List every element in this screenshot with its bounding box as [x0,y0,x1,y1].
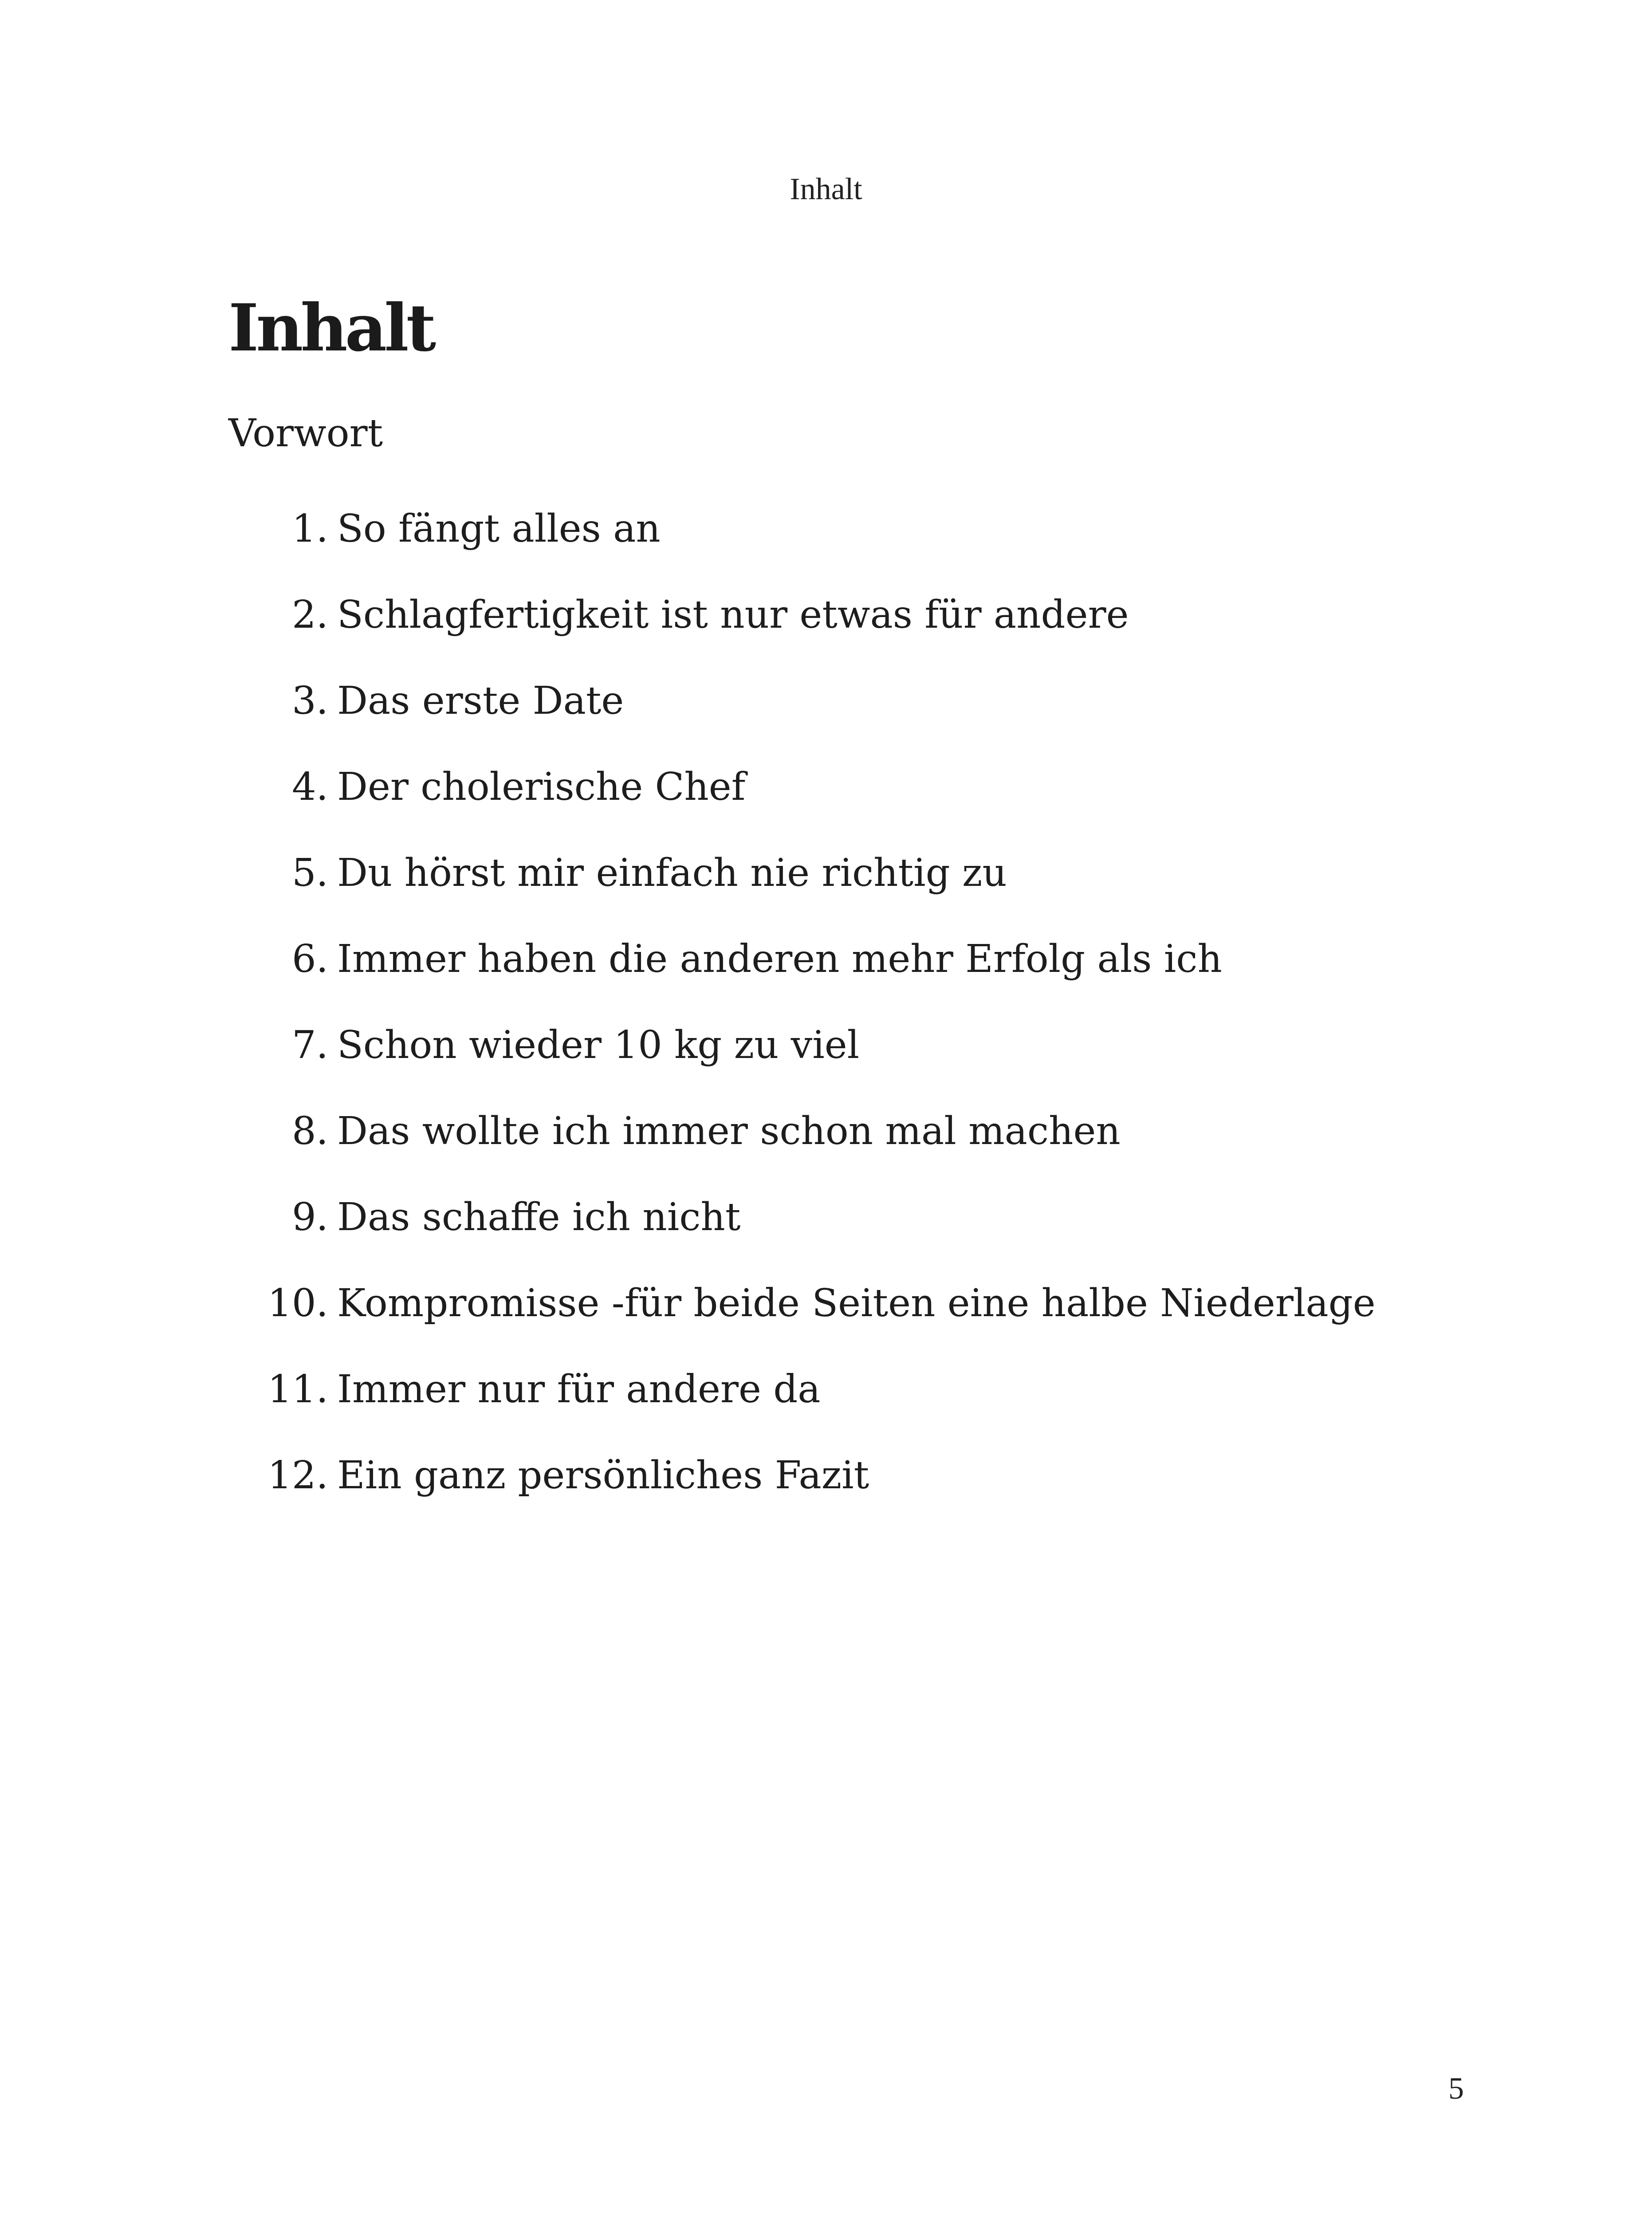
toc-entry-number: 9. [291,1195,328,1239]
toc-entry [0,504,1652,590]
page-number: 5 [1448,2072,1464,2106]
toc-entry [0,763,1652,849]
toc-entry-title: So fängt alles an [337,507,661,551]
toc-entry-title: Der cholerische Chef [337,765,746,809]
toc-entry-title: Das wollte ich immer schon mal machen [337,1109,1121,1153]
toc-entry-number: 1. [291,507,328,551]
toc-entry-title: Das schaffe ich nicht [337,1195,741,1239]
toc-entry-number: 2. [291,593,328,637]
toc-entry-title: Immer haben die anderen mehr Erfolg als ich [337,937,1222,981]
toc-entry [0,935,1652,1021]
toc-entry-number: 6. [291,937,328,981]
toc-entry-number: 4. [291,765,328,809]
toc-entry [0,1021,1652,1107]
toc-entry [0,1451,1652,1537]
toc-entry-number: 12. [267,1453,328,1498]
toc-entry-title: Kompromisse -für beide Seiten eine halbe Niederlage [337,1281,1376,1325]
table-of-contents [0,504,1652,1537]
toc-entry [0,1193,1652,1279]
toc-entry-title: Das erste Date [337,679,624,723]
toc-entry [0,590,1652,676]
toc-entry [0,676,1652,763]
toc-entry-number: 10. [267,1281,328,1325]
toc-entry-title: Schlagfertigkeit ist nur etwas für andere [337,593,1129,637]
toc-entry-title: Immer nur für andere da [337,1367,821,1412]
toc-entry [0,1365,1652,1451]
page-title: Inhalt [228,290,434,366]
toc-entry-number: 3. [291,679,328,723]
toc-entry [0,849,1652,935]
toc-entry-title: Du hörst mir einfach nie richtig zu [337,851,1007,895]
running-header: Inhalt [790,172,862,206]
toc-entry [0,1107,1652,1193]
toc-entry-number: 11. [267,1367,328,1412]
toc-entry-title: Schon wieder 10 kg zu viel [337,1023,860,1067]
toc-entry-number: 8. [291,1109,328,1153]
toc-entry-title: Ein ganz persönliches Fazit [337,1453,869,1498]
toc-entry [0,1279,1652,1365]
toc-entry-number: 7. [291,1023,328,1067]
toc-foreword-entry: Vorwort [228,411,383,456]
toc-entry-number: 5. [291,851,328,895]
